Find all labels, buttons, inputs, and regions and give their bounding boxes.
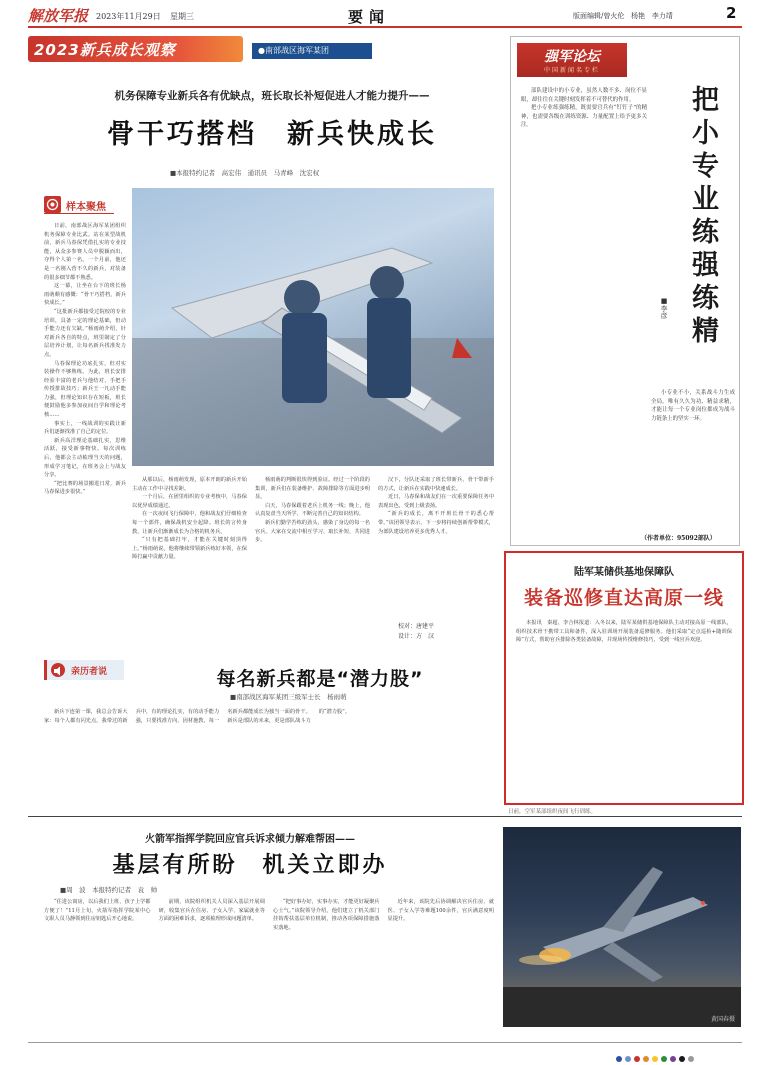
- article1-paragraph: 一个月后，在团里组织的专业考核中，马春保以优异成绩通过。: [132, 494, 247, 509]
- article1-paragraph: 马春保理论功底扎实，但对实装操作不够熟练。为此，班长安排经验丰富的老兵与他结对，手把手传授排故技巧；新兵王一凡动手能力强，但理论知识存在短板，班长便鼓励他多参加夜间自学和理论考核……: [44, 360, 126, 419]
- sidebar-paragraph: 部队建设中的小专业，虽然人数不多、岗位不显眼，却往往在关键时刻发挥着不可替代的作用。: [521, 88, 647, 103]
- series-title: 2023新兵成长观察: [34, 41, 176, 59]
- sidebar-author-note: （作者单位：95092部队）: [641, 535, 716, 542]
- color-dot: [652, 1056, 658, 1062]
- article2-kicker: 陆军某储供基地保障队: [574, 567, 674, 578]
- article1-col1: [44, 222, 126, 680]
- bottom-rule: [28, 1042, 742, 1043]
- article1-headline: 骨干巧搭档 新兵快成长: [107, 119, 437, 150]
- series-unit: ●南部战区海军某团: [252, 43, 372, 59]
- article3-paragraph: 前期，该院组织机关人员深入基层开展调研，收集官兵在住房、子女入学、家属就业等方面的困难诉求，逐项梳理形成问题清单。: [158, 899, 265, 923]
- article1-subtitle: 机务保障专业新兵各有优缺点，班长取长补短促进人才能力提升——: [114, 90, 430, 102]
- article1-paragraph: 在一次夜间飞行保障中，他和战友们仔细检查每一个部件，确保战机安全起降。班长的言传身教，让新兵们渐渐成长为合格的机务兵。: [132, 511, 247, 535]
- article1-paragraph: 杨雨萌的判断很快得到验证。经过一个阶段的集训，新兵们在装备维护、故障排除等方面进步明显。: [255, 477, 370, 501]
- article1-paragraph: “新兵的成长，离不开班长骨干的悉心帮带。”该团领导表示，下一步将持续创新帮带模式，为部队建设培养更多优秀人才。: [378, 511, 494, 535]
- section-title: 要闻: [348, 8, 391, 26]
- article1-photo: [132, 188, 494, 466]
- article1-paragraph: 事实上，一线战训的实践让新兵们逐渐找准了自己的定位。: [44, 420, 126, 436]
- editor-name-2: 杨艳: [631, 12, 646, 20]
- article3-paragraph: 近年来，该院先后协调解决官兵住房、就医、子女入学等难题100余件，官兵满意度明显提升。: [387, 899, 494, 923]
- article1-byline: ■本报特约记者 高宏伟 通讯员 马青峰 沈宏权: [170, 169, 320, 177]
- color-dot: [634, 1056, 640, 1062]
- sidebar-body-a: [521, 87, 647, 497]
- page-number: 2: [726, 4, 737, 22]
- essay-tag: [44, 660, 124, 680]
- color-dot: [616, 1056, 622, 1062]
- color-dots: [616, 1047, 697, 1065]
- credit-design: 设计：方 汉: [398, 633, 435, 640]
- article3-body: [44, 898, 494, 1040]
- article1-paragraph: “只有把基础打牢，才能在关键时刻顶得上。”杨雨萌说，他将继续带领新兵练好本领，在保障打赢中贡献力量。: [132, 537, 247, 561]
- article3-paragraph: “把好事办好，实事办实，才能更好凝聚兵心士气。”该院领导介绍，他们建立了机关部门挂钩帮扶基层单位机制，推动各项保障措施落实落地。: [273, 899, 380, 931]
- editor-name: 版面编辑/曾火伦: [573, 12, 625, 20]
- color-dot: [661, 1056, 667, 1062]
- photo-credit: 黄国春摄: [710, 1016, 735, 1023]
- article1-tag: [44, 196, 114, 214]
- essay-body: 新兵下连第一课，我总会告诉大家：每个人都有闪光点。我带过的新兵中，有的理论扎实，有的动手能力强，只要找准方向、因材施教，每一名新兵都能成长为独当一面的骨干。新兵是部队的未来，更是部队战斗力的“潜力股”。: [44, 709, 351, 724]
- article3-byline: ■周 波 本报特约记者 袁 帅: [60, 886, 158, 894]
- jet-photo: [503, 827, 741, 1027]
- color-dot: [670, 1056, 676, 1062]
- sidebar-paragraph: 把小专业练强练精，既需要官兵有“钉钉子”的精神，也需要各级在训练资源、力量配置上给予更多关注。: [521, 105, 647, 129]
- article2-body: 本报讯 秦超、李合林报道：入冬以来，陆军某储供基地保障队主动对接高原一线部队，组织技术骨干携带工具和备件，深入驻训场开展装备巡修服务。他们采取“定点巡检+随训保障”方式，帮助官兵排除各类装备故障，并现场传授维修技巧，受到一线官兵欢迎。: [516, 620, 732, 644]
- essay-byline: ■南部战区海军某团三级军士长 杨雨萌: [230, 693, 347, 701]
- sidebar-title: 把小专业练强练精: [687, 85, 718, 349]
- masthead-weekday: 星期三: [170, 12, 194, 21]
- essay-headline: 每名新兵都是“潜力股”: [216, 668, 424, 690]
- article1-tag-label: 样本聚焦: [66, 202, 106, 213]
- section-divider: [28, 816, 742, 817]
- color-dot: [643, 1056, 649, 1062]
- series-banner: [28, 36, 243, 62]
- article2-box: [504, 551, 744, 805]
- masthead: [28, 4, 742, 28]
- article1-paragraph: “把比赛的场景搬进日常，新兵马春保进步很快。”: [44, 480, 126, 496]
- speaker-icon: [51, 663, 65, 677]
- article1-paragraph: 日前，南部战区海军某团组织机务保障专业比武。站在某型战机前，新兵马春保凭借扎实的专业技能，从众多参赛人员中脱颖而出，夺得个人第一名。一个月前，他还是一名刚入营不久的新兵，对装备的很多细节都不熟悉。: [44, 223, 126, 281]
- article1-col4: [378, 476, 494, 616]
- masthead-editor: [573, 11, 673, 21]
- article1-paragraph: “这批新兵都接受过院校的专业培训，具备一定的理论基础，但动手能力还有欠缺。”杨雨萌介绍，针对新兵各自的特点，班里制定了分层培养计划，让每名新兵找准发力点。: [44, 308, 126, 358]
- article1-paragraph: 汉下，分队还采取了班长带新兵、骨干带新手的方式，让新兵在实践中快速成长。: [378, 477, 494, 492]
- article2-headline: 装备巡修直达高原一线: [523, 587, 724, 609]
- article1-paragraph: 从那以后，杨雨萌发现，原本开朗的新兵开始主动在工作中寻找差距。: [132, 477, 247, 492]
- target-icon: [44, 196, 61, 213]
- article1-paragraph: 近日，马春保和战友们在一次重要保障任务中表现出色，受到上级表扬。: [378, 494, 494, 509]
- essay-tag-label: 亲历者说: [71, 667, 108, 677]
- sidebar-column: [510, 36, 740, 546]
- sidebar-body-b: [651, 389, 735, 529]
- editor-name-3: 李力靖: [651, 12, 673, 20]
- article3-paragraph: “住进公寓房，以后我们上班、孩子上学都方便了！”11月上旬，火箭军指挥学院某中心文职人员马静领到住房钥匙后开心地说。: [44, 899, 151, 923]
- sidebar-column-title: 强军论坛: [544, 49, 600, 65]
- masthead-logo: 解放军报: [28, 7, 89, 25]
- article1-paragraph: 这一幕，让坐在台下的班长杨雨萌颇有感慨：“骨干巧搭档，新兵快成长。”: [44, 283, 126, 307]
- sidebar-column-header: [517, 43, 627, 77]
- sidebar-author: ■李彦: [660, 297, 668, 319]
- photo-caption: 日前，空军某部组织夜间飞行训练。: [508, 809, 597, 815]
- credit-proofread: 校对：唐建平: [398, 623, 435, 630]
- sidebar-column-subtitle: 中国新闻名专栏: [543, 67, 600, 74]
- article1-col2: [132, 476, 247, 681]
- article1-paragraph: 白天，马春保跟着老兵上机务一线；晚上，他认真复盘当天所学，不断完善自己的知识结构。: [255, 502, 370, 518]
- color-dot: [625, 1056, 631, 1062]
- article1-col3: [255, 476, 370, 681]
- article3-headline: 基层有所盼 机关立即办: [112, 853, 388, 878]
- article1-paragraph: 新兵们勤学苦练的劲头，感染了身边的每一名官兵。大家在交流中相互学习、取长补短，共同进步。: [255, 519, 370, 544]
- article1-paragraph: 新兵高洋理论基础扎实，思维活跃，接受新事物快。每次训练后，他都会主动梳理当天的问题，形成学习笔记，在班务会上与战友分享。: [44, 437, 126, 479]
- article3-kicker: 火箭军指挥学院回应官兵诉求倾力解难帮困——: [145, 834, 355, 845]
- color-dot: [688, 1056, 694, 1062]
- sidebar-paragraph: 小专业不小，关系战斗力生成全局。唯有久久为功、精益求精，才能让每一个专业岗位都成为战斗力链条上的坚实一环。: [651, 390, 735, 422]
- masthead-date: 2023年11月29日: [96, 12, 161, 21]
- color-dot: [679, 1056, 685, 1062]
